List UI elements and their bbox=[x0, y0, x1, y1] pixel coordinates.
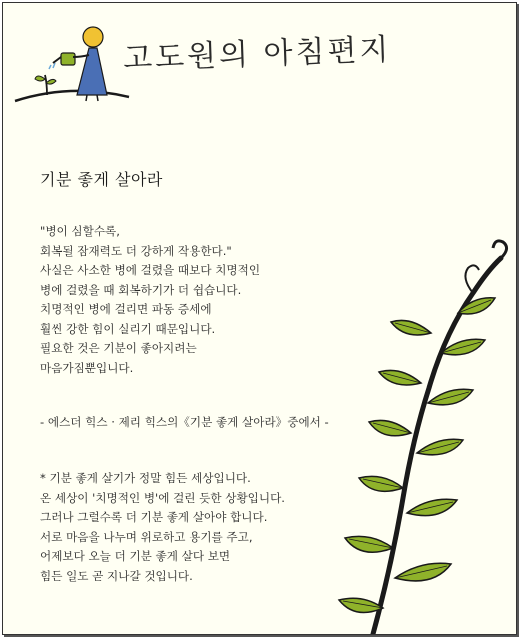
body-line: 회복될 잠재력도 더 강하게 작용한다." bbox=[40, 243, 232, 258]
letter-frame bbox=[2, 2, 517, 635]
brand-title: 고도원의 아침편지 bbox=[122, 32, 393, 77]
note-line: 서로 마음을 나누며 위로하고 용기를 주고, bbox=[40, 529, 253, 544]
body-line: 치명적인 병에 걸리면 파동 증세에 bbox=[40, 302, 212, 316]
letter-title: 기분 좋게 살아라 bbox=[40, 170, 163, 189]
body-line: 훨씬 강한 힘이 실리기 때문입니다. bbox=[40, 321, 216, 336]
letter-body bbox=[40, 222, 260, 378]
body-line: 마음가짐뿐입니다. bbox=[40, 360, 134, 375]
note-line: 힘든 일도 곧 지나갈 것입니다. bbox=[40, 568, 193, 583]
climbing-vine-icon bbox=[333, 238, 513, 634]
body-line: 필요한 것은 기분이 좋아지려는 bbox=[40, 341, 197, 355]
note-line: * 기분 좋게 살기가 정말 힘든 세상입니다. bbox=[40, 471, 251, 485]
letter-note bbox=[40, 469, 285, 586]
body-line: 사실은 사소한 병에 걸렸을 때보다 치명적인 bbox=[40, 263, 261, 277]
note-line: 어제보다 오늘 더 기분 좋게 살다 보면 bbox=[40, 549, 231, 563]
body-line: "병이 심할수록, bbox=[40, 224, 120, 238]
gardener-watering-plant-icon bbox=[11, 13, 131, 108]
body-line: 병에 걸렸을 때 회복하기가 더 쉽습니다. bbox=[40, 282, 242, 297]
header bbox=[3, 3, 516, 113]
letter-source: - 에스더 힉스 · 제리 힉스의《기분 좋게 살아라》중에서 - bbox=[40, 415, 329, 429]
note-line: 온 세상이 '치명적인 병'에 걸린 듯한 상황입니다. bbox=[40, 490, 285, 505]
note-line: 그러나 그럴수록 더 기분 좋게 살아야 합니다. bbox=[40, 510, 268, 524]
